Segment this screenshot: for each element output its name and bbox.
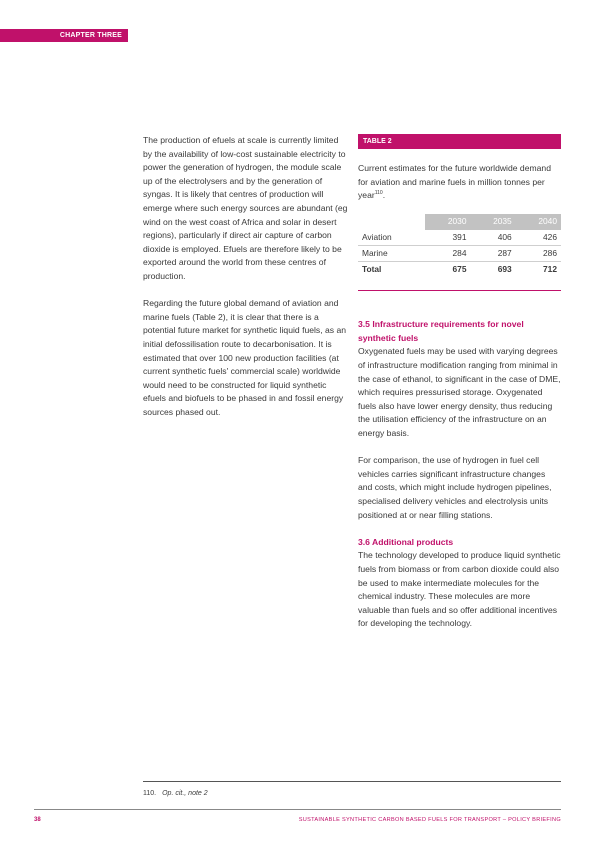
table-cell: 675 xyxy=(452,264,467,275)
table-bottom-rule xyxy=(358,290,561,292)
footnote-text: Op. cit., note 2 xyxy=(162,790,208,797)
table-cell: 286 xyxy=(516,246,561,262)
section-heading-3-5: 3.5 Infrastructure requirements for novel synthetic fuels xyxy=(358,319,524,343)
column-header: 2040 xyxy=(516,214,561,230)
left-column xyxy=(143,134,348,433)
table-header-row xyxy=(358,214,561,230)
table-cell: 406 xyxy=(470,230,515,246)
footnote-number: 110. xyxy=(143,790,157,797)
row-label: Marine xyxy=(358,246,425,262)
row-label: Aviation xyxy=(358,230,425,246)
table-row xyxy=(358,246,561,262)
table-header-blank xyxy=(358,214,425,230)
footnote-divider xyxy=(143,781,561,782)
left-paragraph-2: Regarding the future global demand of aviation and marine fuels (Table 2), it is clear that there is a potential future market for synthetic liquid fuels, as an initial defossilisation route to decarbonisation. It is estimated that over 100 new production facilities (at current synthetic fuels' commercial scale) worldwide would need to be constructed for liquid synthetic efuels and biofuels to be phased in and fossil energy sources phased out. xyxy=(143,298,347,417)
section-3-5-paragraph-1: Oxygenated fuels may be used with varying degrees of infrastructure modification ranging from minimal in the case of ethanol, to significant in the case of DME, which requires pressurised storage. Oxygenated fuels also have lower energy density, thus reducing the utilisation efficiency of the infrastructure on an energy basis. xyxy=(358,346,561,439)
section-3-6-paragraph-1: The technology developed to produce liquid synthetic fuels from biomass or from carbon dioxide could also be used to make intermediate molecules for the chemical industry. These molecules are more valuable than fuels and so offer additional incentives for developing the technology. xyxy=(358,550,561,629)
table-caption-end: . xyxy=(382,190,386,201)
fuel-demand-table xyxy=(358,214,561,278)
row-label: Total xyxy=(362,264,382,275)
table-cell: 693 xyxy=(497,264,512,275)
footer-title: SUSTAINABLE SYNTHETIC CARBON BASED FUELS FOR TRANSPORT – POLICY BRIEFING xyxy=(298,817,561,823)
table-caption-text: Current estimates for the future worldwide demand for aviation and marine fuels in million tonnes per year xyxy=(358,163,551,201)
footer-divider xyxy=(34,809,561,810)
table-row-total xyxy=(358,262,561,278)
table-cell: 391 xyxy=(425,230,470,246)
footnote xyxy=(143,790,208,797)
table-row xyxy=(358,230,561,246)
column-header: 2035 xyxy=(470,214,515,230)
left-paragraph-1: The production of efuels at scale is currently limited by the availability of low-cost sustainable electricity to power the generation of hydrogen, the module scale up of the electrolysers and by the generation of syngas. It is likely that centres of production will emerge where such energy sources are abundant (eg wind on the west coast of Africa and solar in desert regions), particularly if direct air capture of carbon dioxide is employed. Efuels are therefore likely to be exported around the world from these centres of production. xyxy=(143,135,348,281)
column-header: 2030 xyxy=(425,214,470,230)
table-caption-ref: 110 xyxy=(374,190,383,197)
page-number: 38 xyxy=(34,817,41,823)
table-cell: 712 xyxy=(543,264,557,275)
table-cell: 284 xyxy=(425,246,470,262)
chapter-label: CHAPTER THREE xyxy=(0,29,128,42)
table-cell: 287 xyxy=(470,246,515,262)
table-cell: 426 xyxy=(516,230,561,246)
right-column xyxy=(358,134,561,631)
section-heading-3-6: 3.6 Additional products xyxy=(358,536,454,547)
table-label: TABLE 2 xyxy=(358,134,561,149)
section-3-5-paragraph-2: For comparison, the use of hydrogen in fuel cell vehicles carries significant infrastructure changes and costs, which might include hydrogen pipelines, specialised delivery vehicles and electrolysis units positioned at or near filling stations. xyxy=(358,455,552,520)
table-caption xyxy=(358,162,561,203)
